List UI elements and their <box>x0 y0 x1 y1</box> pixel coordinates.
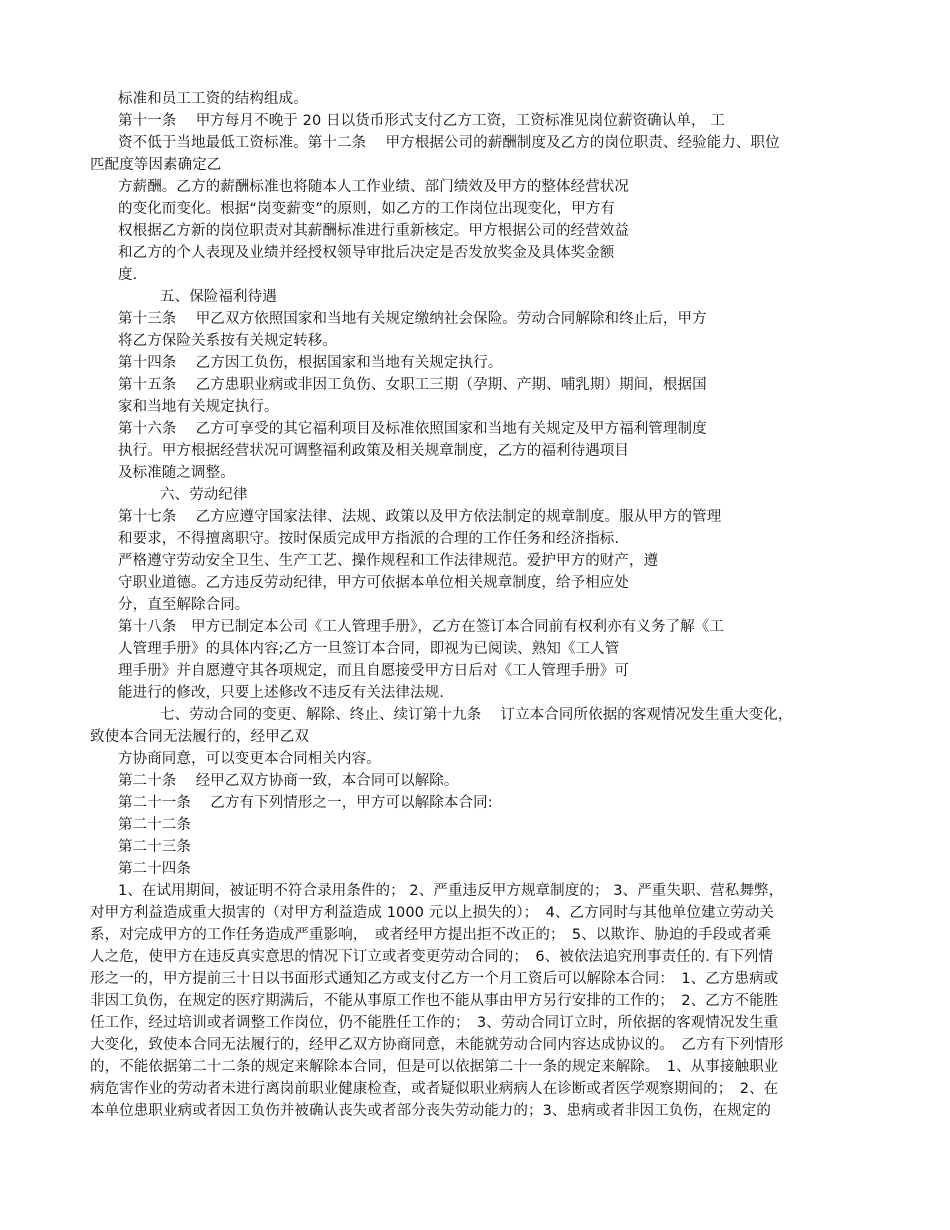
text-line: 能进行的修改，只要上述修改不违反有关法律法规. <box>118 685 444 701</box>
text-line: 第十三条 甲乙双方依照国家和当地有关规定缴纳社会保险。劳动合同解除和终止后，甲方 <box>118 311 707 327</box>
text-line: 本单位患职业病或者因工负伤并被确认丧失或者部分丧失劳动能力的；3、患病或者非因工负伤，在规定的 <box>90 1103 771 1119</box>
text-line: 非因工负伤，在规定的医疗期满后，不能从事原工作也不能从事由甲方另行安排的工作的； 2、乙方不能胜 <box>90 993 779 1009</box>
text-line: 和要求，不得擅离职守。按时保质完成甲方指派的合理的工作任务和经济指标. <box>118 531 620 547</box>
text-line: 第十一条 甲方每月不晚于 20 日以货币形式支付乙方工资，工资标准见岗位薪资确认单， 工 <box>118 113 725 129</box>
section-heading: 六、劳动纪律 <box>160 487 248 503</box>
section-heading: 七、劳动合同的变更、解除、终止、续订第十九条 订立本合同所依据的客观情况发生重大变化， <box>160 707 793 723</box>
text-line: 严格遵守劳动安全卫生、生产工艺、操作规程和工作法律规范。爱护甲方的财产，遵 <box>118 553 659 569</box>
text-line: 对甲方利益造成重大损害的（对甲方利益造成 1000 元以上损失的）； 4、乙方同时与其他单位建立劳动关 <box>90 905 774 921</box>
text-line: 的，不能依据第二十二条的规定来解除本合同，但是可以依据第二十一条的规定来解除。 1、从事接触职业 <box>90 1059 779 1075</box>
text-line: 人管理手册》的具体内容;乙方一旦签订本合同，即视为已阅读、熟知《工人管 <box>118 641 620 657</box>
text-line: 致使本合同无法履行的，经甲乙双 <box>90 729 309 745</box>
text-line: 第二十一条 乙方有下列情形之一，甲方可以解除本合同: <box>118 795 493 811</box>
text-line: 标准和员工工资的结构组成。 <box>118 91 308 107</box>
text-line: 度. <box>118 267 138 283</box>
text-line: 方协商同意，可以变更本合同相关内容。 <box>118 751 381 767</box>
text-line: 将乙方保险关系按有关规定转移。 <box>118 333 337 349</box>
text-line: 第二十条 经甲乙双方协商一致，本合同可以解除。 <box>118 773 459 789</box>
text-line: 和乙方的个人表现及业绩并经授权领导审批后决定是否发放奖金及具体奖金额 <box>118 245 615 261</box>
text-line: 第十七条 乙方应遵守国家法律、法规、政策以及甲方依法制定的规章制度。服从甲方的管理 <box>118 509 722 525</box>
text-line: 第二十四条 <box>118 861 191 877</box>
text-line: 第十八条 甲方已制定本公司《工人管理手册》，乙方在签订本合同前有权利亦有义务了解《工 <box>118 619 724 635</box>
text-line: 执行。甲方根据经营状况可调整福利政策及相关规章制度，乙方的福利待遇项目 <box>118 443 629 459</box>
text-line: 任工作，经过培训或者调整工作岗位，仍不能胜任工作的； 3、劳动合同订立时，所依据的客观情况发生重 <box>90 1015 779 1031</box>
text-line: 第十四条 乙方因工负伤，根据国家和当地有关规定执行。 <box>118 355 503 371</box>
text-line: 匹配度等因素确定乙 <box>90 157 222 173</box>
text-line: 的变化而变化。根据“岗变薪变”的原则，如乙方的工作岗位出现变化，甲方有 <box>118 201 616 217</box>
section-heading: 五、保险福利待遇 <box>160 289 277 305</box>
text-line: 及标准随之调整。 <box>118 465 235 481</box>
text-line: 权根据乙方新的岗位职责对其薪酬标准进行重新核定。甲方根据公司的经营效益 <box>118 223 629 239</box>
text-line: 第二十三条 <box>118 839 191 855</box>
text-line: 第十六条 乙方可享受的其它福利项目及标准依照国家和当地有关规定及甲方福利管理制度 <box>118 421 707 437</box>
text-line: 分，直至解除合同。 <box>118 597 250 613</box>
text-line: 1、在试用期间，被证明不符合录用条件的； 2、严重违反甲方规章制度的； 3、严重失职、营私舞弊， <box>118 883 784 899</box>
text-line: 第二十二条 <box>118 817 191 833</box>
text-line: 资不低于当地最低工资标准。第十二条 甲方根据公司的薪酬制度及乙方的岗位职责、经验能力、职位 <box>118 135 780 151</box>
text-line: 病危害作业的劳动者未进行离岗前职业健康检查，或者疑似职业病病人在诊断或者医学观察期间的； 2、在 <box>90 1081 779 1097</box>
text-line: 守职业道德。乙方违反劳动纪律，甲方可依据本单位相关规章制度，给予相应处 <box>118 575 629 591</box>
text-line: 大变化，致使本合同无法履行的，经甲乙双方协商同意，未能就劳动合同内容达成协议的。 乙方有下列情形 <box>90 1037 784 1053</box>
text-line: 人之危，使甲方在违反真实意思的情况下订立或者变更劳动合同的； 6、被依法追究刑事责任的. 有下列情 <box>90 949 774 965</box>
text-line: 家和当地有关规定执行。 <box>118 399 279 415</box>
text-line: 系，对完成甲方的工作任务造成严重影响， 或者经甲方提出拒不改正的； 5、以欺诈、胁迫的手段或者乘 <box>90 927 772 943</box>
text-line: 方薪酬。乙方的薪酬标准也将随本人工作业绩、部门绩效及甲方的整体经营状况 <box>118 179 629 195</box>
text-line: 第十五条 乙方患职业病或非因工负伤、女职工三期（孕期、产期、哺乳期）期间，根据国 <box>118 377 707 393</box>
text-line: 形之一的，甲方提前三十日以书面形式通知乙方或支付乙方一个月工资后可以解除本合同： 1、乙方患病或 <box>90 971 779 987</box>
text-line: 理手册》并自愿遵守其各项规定，而且自愿接受甲方日后对《工人管理手册》可 <box>118 663 629 679</box>
